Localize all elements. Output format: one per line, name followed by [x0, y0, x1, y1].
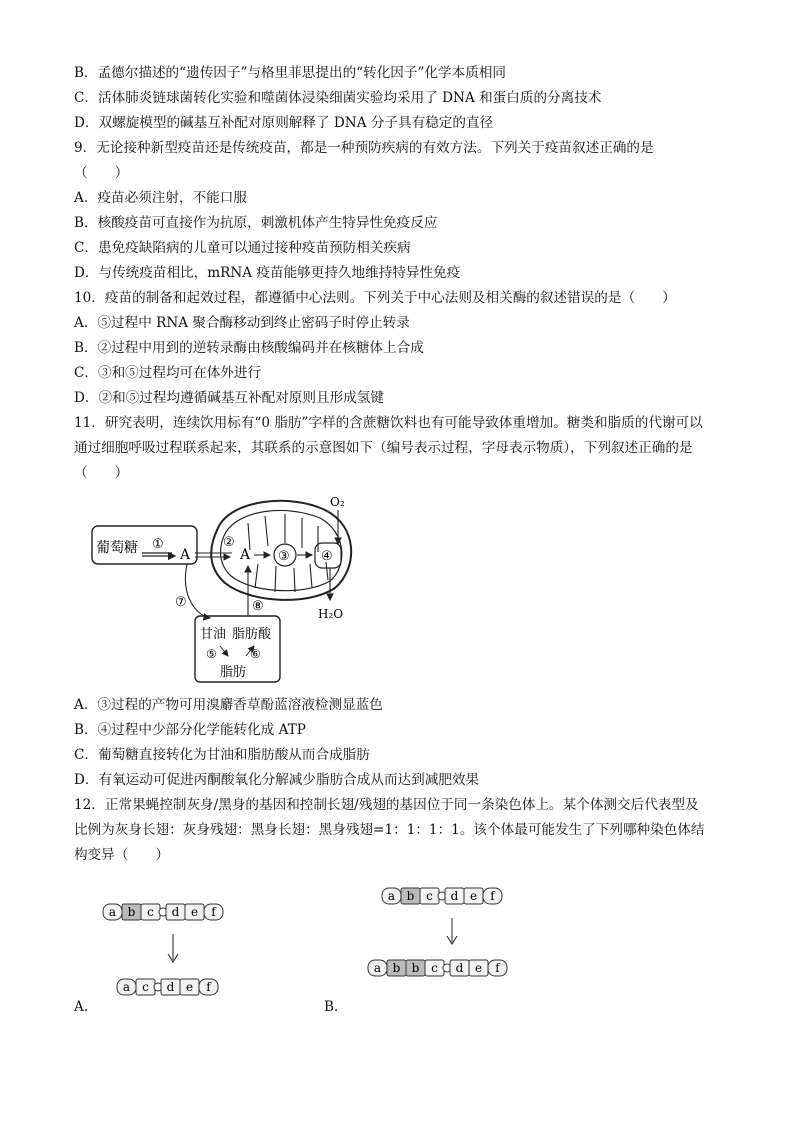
option-c-q10: C．③和⑤过程均可在体外进行 — [74, 365, 262, 381]
option-a-q9: A．疫苗必须注射，不能口服 — [74, 190, 247, 206]
gene-letter: e — [190, 905, 199, 919]
gene-letter: a — [122, 980, 131, 994]
gene-letter: d — [450, 889, 459, 903]
question-9-stem: 9．无论接种新型疫苗还是传统疫苗，都是一种预防疾病的有效方法。下列关于疫苗叙述正确的是 — [74, 140, 654, 156]
option-b-q10: B．②过程中用到的逆转录酶由核酸编码并在核糖体上合成 — [74, 340, 424, 356]
top-chromosome — [103, 904, 223, 920]
gene-letter: d — [166, 980, 175, 994]
gene-letter: b — [127, 905, 136, 919]
process-5-label: ⑤ — [206, 647, 217, 661]
option-b-q11: B．④过程中少部分化学能转化成 ATP — [74, 722, 306, 738]
gene-letter: b — [392, 961, 401, 975]
gene-letter: f — [206, 980, 211, 994]
process-2-label: ② — [223, 535, 235, 550]
substance-a-cytoplasm: A — [180, 547, 191, 563]
arrow-down-icon — [447, 918, 457, 944]
option-b-q9: B．核酸疫苗可直接作为抗原，刺激机体产生特异性免疫反应 — [74, 215, 438, 231]
glycerol-label: 甘油 — [200, 627, 227, 642]
process-8-label: ⑧ — [252, 599, 264, 614]
fatty-acid-label: 脂肪酸 — [232, 627, 272, 642]
question-10-stem: 10．疫苗的制备和起效过程，都遵循中心法则。下列关于中心法则及相关酶的叙述错误的是（ ） — [74, 290, 676, 306]
option-a-q11: A．③过程的产物可用溴麝香草酚蓝溶液检测显蓝色 — [74, 697, 383, 713]
gene-letter: e — [185, 980, 194, 994]
option-b-q8: B．孟德尔描述的“遗传因子”与格里菲思提出的“转化因子”化学本质相同 — [74, 65, 507, 81]
gene-letter: c — [147, 905, 154, 919]
option-d-q8: D．双螺旋模型的碱基互补配对原则解释了 DNA 分子具有稳定的直径 — [74, 115, 494, 131]
arrow-down-icon — [168, 934, 178, 962]
gene-letter: c — [431, 961, 438, 975]
question-11-blank: （ ） — [74, 465, 129, 481]
gene-letter: f — [211, 905, 216, 919]
question-11-stem-1: 11．研究表明，连续饮用标有“0 脂肪”字样的含蔗糖饮料也有可能导致体重增加。糖类和脂质的代谢可以 — [74, 415, 703, 431]
option-c-q8: C．活体肺炎链球菌转化实验和噬菌体浸染细菌实验均采用了 DNA 和蛋白质的分离技术 — [74, 90, 602, 106]
metabolism-diagram — [80, 488, 380, 688]
chromosome-option-b — [360, 878, 550, 988]
option-a-q10: A．⑤过程中 RNA 聚合酶移动到终止密码子时停止转录 — [74, 315, 410, 331]
glucose-label: 葡萄糖 — [96, 540, 138, 556]
gene-letter: a — [108, 905, 117, 919]
gene-letter: e — [474, 961, 483, 975]
process-6-label: ⑥ — [250, 647, 261, 661]
question-11-stem-2: 通过细胞呼吸过程联系起来，其联系的示意图如下（编号表示过程，字母表示物质），下列叙述正确的是 — [74, 440, 693, 456]
option-d-q11: D．有氧运动可促进丙酮酸氧化分解减少脂肪合成从而达到减肥效果 — [74, 772, 480, 788]
gene-letter: d — [171, 905, 180, 919]
question-12-stem-1: 12．正常果蝇控制灰身/黑身的基因和控制长翅/残翅的基因位于同一条染色体上。某个体测交后代表型及 — [74, 797, 699, 813]
process-7-label: ⑦ — [175, 595, 187, 610]
bottom-chromosome — [368, 960, 507, 976]
gene-letter: b — [411, 961, 420, 975]
gene-letter: c — [426, 889, 433, 903]
question-12-stem-2: 比例为灰身长翅：灰身残翅：黑身长翅：黑身残翅=1：1：1：1。该个体最可能发生了下列哪种染色体结 — [74, 822, 705, 838]
question-12-stem-3: 构变异（ ） — [74, 847, 170, 863]
bottom-chromosome — [117, 979, 218, 995]
process-4-label: ④ — [321, 549, 333, 564]
oxygen-label: O₂ — [330, 495, 345, 509]
option-a-label: A． — [74, 999, 98, 1015]
option-d-q10: D．②和⑤过程均遵循碱基互补配对原则且形成氢键 — [74, 390, 384, 406]
substance-a-mitochondrion: A — [240, 547, 251, 563]
water-label: H₂O — [318, 607, 344, 621]
gene-letter: e — [469, 889, 478, 903]
gene-letter: a — [373, 961, 382, 975]
gene-letter: f — [495, 961, 500, 975]
process-1-label: ① — [152, 537, 164, 552]
gene-letter: a — [387, 889, 396, 903]
gene-letter: d — [455, 961, 464, 975]
gene-letter: f — [490, 889, 495, 903]
gene-letter: b — [406, 889, 415, 903]
option-c-q11: C．葡萄糖直接转化为甘油和脂肪酸从而合成脂肪 — [74, 747, 370, 763]
gene-letter: c — [142, 980, 149, 994]
top-chromosome — [382, 888, 502, 904]
fat-label: 脂肪 — [220, 665, 247, 680]
question-9-blank: （ ） — [74, 165, 129, 181]
option-c-q9: C．患免疫缺陷病的儿童可以通过接种疫苗预防相关疾病 — [74, 240, 411, 256]
chromosome-option-a — [95, 892, 260, 1007]
option-b-label: B． — [324, 999, 348, 1015]
process-3-label: ③ — [278, 549, 290, 564]
option-d-q9: D．与传统疫苗相比，mRNA 疫苗能够更持久地维持特异性免疫 — [74, 265, 461, 281]
